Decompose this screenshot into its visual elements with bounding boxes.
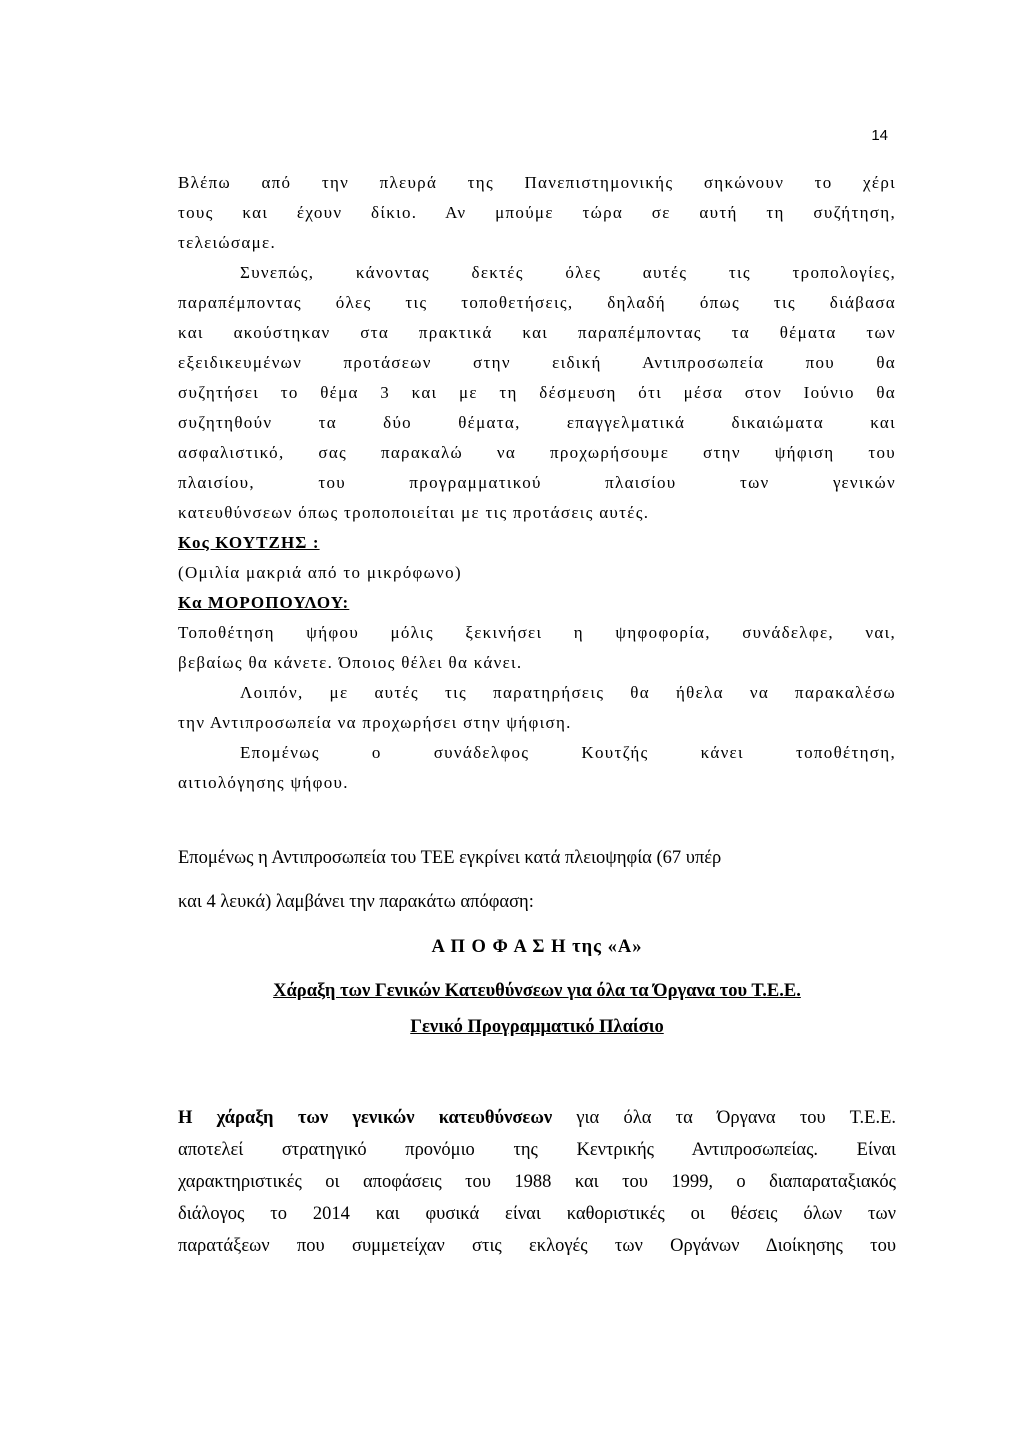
decision-body-line (178, 1102, 896, 1134)
minutes-line: παραπέμποντας όλες τις τοποθετήσεις, δηλαδή όπως τις διάβασα (178, 293, 896, 312)
minutes-line: Τοποθέτηση ψήφου μόλις ξεκινήσει η ψηφοφορία, συνάδελφε, ναι, (178, 623, 896, 642)
speaker-label-moropoulou (178, 588, 896, 618)
meeting-minutes (178, 168, 896, 798)
minutes-line: και ακούστηκαν στα πρακτικά και παραπέμποντας τα θέματα των (178, 323, 896, 342)
minutes-remark: (Ομιλία μακριά από το μικρόφωνο) (178, 563, 462, 582)
body-bold-phrase: Η χάραξη των γενικών κατευθύνσεων (178, 1108, 553, 1128)
minutes-line: εξειδικευμένων προτάσεων στην ειδική Αντιπροσωπεία που θα (178, 353, 896, 372)
speaker-name: Κος ΚΟΥΤΖΗΣ : (178, 533, 320, 552)
decision-body-line: αποτελεί στρατηγικό προνόμιο της Κεντρικής Αντιπροσωπείας. Είναι (178, 1140, 896, 1160)
minutes-line: Επομένως ο συνάδελφος Κουτζής κάνει τοποθέτηση, (240, 743, 896, 762)
minutes-line: βεβαίως θα κάνετε. Όποιος θέλει θα κάνει. (178, 653, 523, 672)
minutes-line: συζητηθούν τα δύο θέματα, επαγγελματικά δικαιώματα και (178, 413, 896, 432)
decision-intro-line: και 4 λευκά) λαμβάνει την παρακάτω απόφαση: (178, 892, 534, 912)
decision-heading: Α Π Ο Φ Α Σ Η της «Α» (431, 937, 643, 957)
minutes-line: Λοιπόν, με αυτές τις παρατηρήσεις θα ήθελα να παρακαλέσω (240, 683, 896, 702)
decision-intro-line: Επομένως η Αντιπροσωπεία του ΤΕΕ εγκρίνει κατά πλειοψηφία (67 υπέρ (178, 848, 722, 868)
decision-section (178, 838, 896, 1262)
minutes-line: ασφαλιστικό, σας παρακαλώ να προχωρήσουμε στην ψήφιση του (178, 443, 896, 462)
decision-body-line: διάλογος το 2014 και φυσικά είναι καθοριστικές οι θέσεις όλων των (178, 1204, 896, 1224)
section-title: Γενικό Προγραμματικό Πλαίσιο (410, 1017, 664, 1037)
minutes-line: κατευθύνσεων όπως τροποποιείται με τις προτάσεις αυτές. (178, 503, 650, 522)
minutes-line: τελειώσαμε. (178, 233, 276, 252)
minutes-line: Συνεπώς, κάνοντας δεκτές όλες αυτές τις τροπολογίες, (240, 263, 896, 282)
speaker-name: Κα ΜΟΡΟΠΟΥΛΟΥ: (178, 593, 350, 612)
minutes-line: την Αντιπροσωπεία να προχωρήσει στην ψήφιση. (178, 713, 572, 732)
decision-body-line: χαρακτηριστικές οι αποφάσεις του 1988 και του 1999, ο διαπαραταξιακός (178, 1172, 896, 1192)
minutes-line: τους και έχουν δίκιο. Αν μπούμε τώρα σε αυτή τη συζήτηση, (178, 203, 896, 222)
speaker-label-koutzis (178, 528, 896, 558)
minutes-line: πλαισίου, του προγραμματικού πλαισίου των γενικών (178, 473, 896, 492)
minutes-line: συζητήσει το θέμα 3 και με τη δέσμευση ότι μέσα στον Ιούνιο θα (178, 383, 896, 402)
decision-body-line: παρατάξεων που συμμετείχαν στις εκλογές των Οργάνων Διοίκησης του (178, 1236, 896, 1256)
minutes-line: Βλέπω από την πλευρά της Πανεπιστημονικής σηκώνουν το χέρι (178, 173, 896, 192)
page-number: 14 (871, 127, 888, 144)
minutes-line: αιτιολόγησης ψήφου. (178, 773, 349, 792)
body-text: για όλα τα Όργανα του Τ.Ε.Ε. (552, 1108, 896, 1128)
decision-subheading: Χάραξη των Γενικών Κατευθύνσεων για όλα τα Όργανα του Τ.Ε.Ε. (273, 981, 801, 1001)
